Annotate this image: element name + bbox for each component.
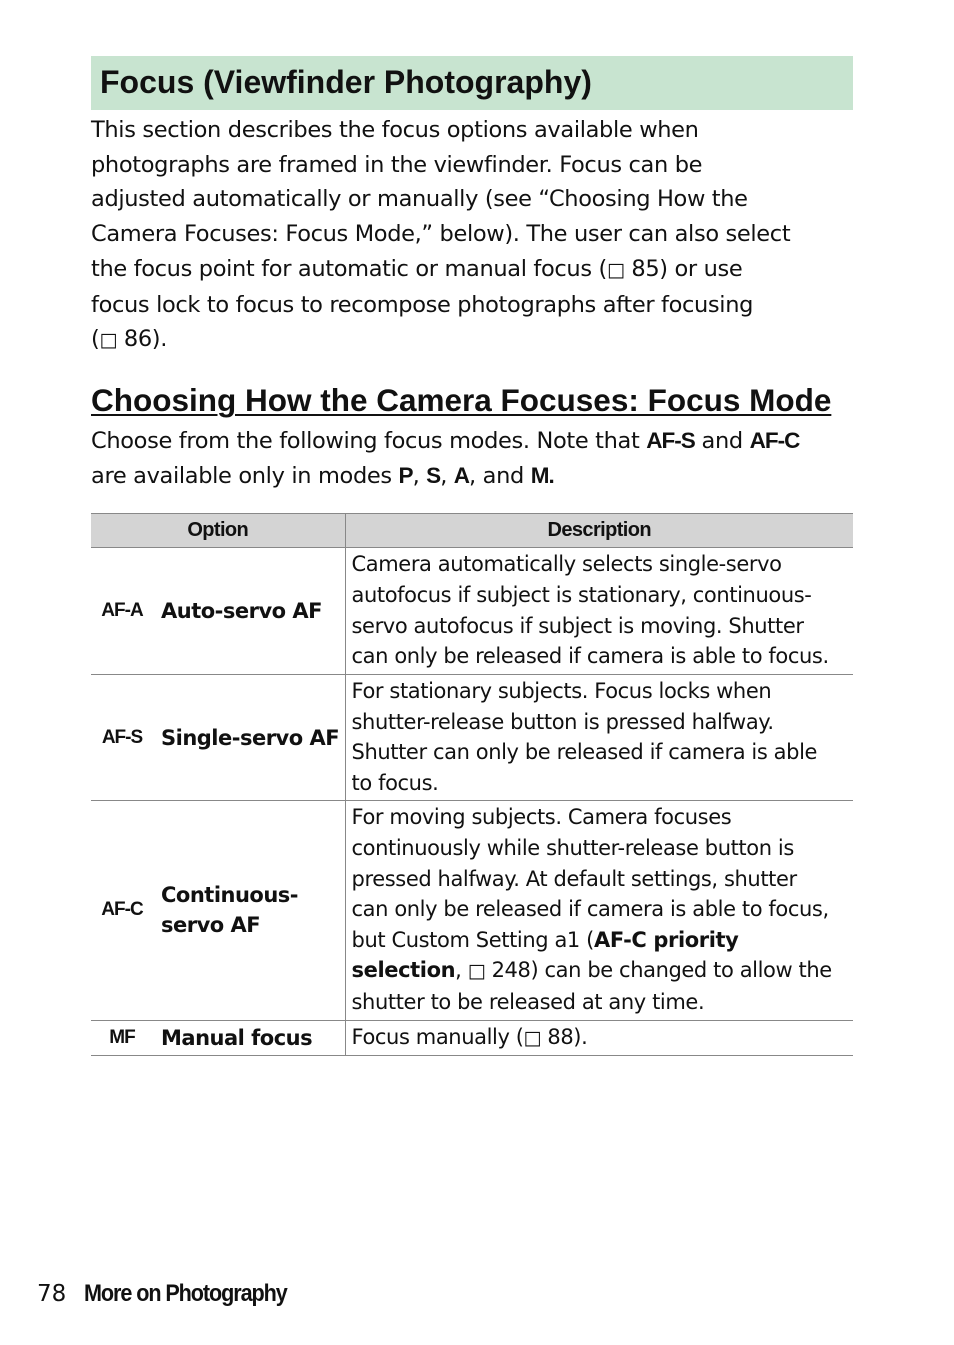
page-title: Focus (Viewfinder Photography) [100, 64, 592, 100]
lead-text: , [412, 462, 427, 489]
description-line: continuously while shutter-release button is [351, 835, 794, 860]
option-name-line: servo AF [161, 913, 261, 938]
description-line [352, 925, 854, 956]
description-line: can only be released if camera is able to focus. [351, 644, 829, 669]
option-name: Auto-servo AF [153, 548, 345, 675]
table-row [91, 675, 853, 801]
page-reference-85: 85) or use [624, 255, 743, 282]
description-line: autofocus if subject is stationary, continuous- [351, 582, 812, 607]
description-line: Camera automatically selects single-servo [351, 552, 782, 577]
intro-text: the focus point for automatic or manual focus ( [91, 255, 607, 282]
description-line [352, 955, 854, 987]
mode-af-c: AF-C [749, 428, 800, 453]
option-description [345, 675, 853, 801]
page-footer [37, 1275, 309, 1312]
table-row [91, 548, 853, 675]
book-reference-icon: □ [606, 258, 625, 281]
option-code: AF-A [91, 548, 153, 675]
description-text: 248) can be changed to allow the [485, 958, 832, 983]
option-name: Manual focus [153, 1020, 345, 1056]
custom-setting-name: AF-C priority [593, 927, 739, 952]
custom-setting-name: selection [351, 958, 456, 983]
description-line: servo autofocus if subject is moving. Shutter [351, 613, 804, 638]
title-banner [91, 56, 853, 110]
intro-line: adjusted automatically or manually (see “Choosing How the [91, 186, 748, 213]
book-reference-icon: □ [99, 329, 118, 352]
lead-text: , and [469, 462, 531, 489]
option-name [153, 801, 345, 1020]
intro-line [91, 322, 853, 358]
chapter-title: More on Photography [84, 1280, 287, 1307]
option-name: Single-servo AF [153, 675, 345, 801]
option-code: AF-S [91, 675, 153, 801]
table-header-row [91, 514, 853, 548]
description-line: to focus. [351, 770, 439, 795]
description-text: 88). [541, 1024, 588, 1049]
page-reference-86: 86). [117, 326, 168, 353]
description-text: , [455, 958, 468, 983]
book-reference-icon: □ [467, 960, 486, 983]
description-line: For moving subjects. Camera focuses [351, 805, 732, 830]
description-text: Focus manually ( [351, 1024, 524, 1049]
intro-line: Camera Focuses: Focus Mode,” below). The user can also select [91, 221, 791, 248]
table-row [91, 1020, 853, 1056]
option-code: AF-C [91, 801, 153, 1020]
intro-line: This section describes the focus options available when [91, 117, 699, 143]
intro-text: ( [91, 326, 100, 353]
description-line: For stationary subjects. Focus locks when [351, 679, 772, 703]
section-lead [91, 424, 853, 493]
page-number: 78 [37, 1281, 67, 1307]
book-reference-icon: □ [523, 1026, 542, 1049]
mode-s: S [426, 462, 441, 488]
mode-af-s: AF-S [646, 428, 695, 453]
lead-text: Choose from the following focus modes. Note that [91, 428, 647, 454]
option-description [345, 1020, 853, 1056]
intro-paragraph [91, 113, 853, 358]
intro-line: focus lock to focus to recompose photographs after focusing [91, 291, 754, 318]
description-line: shutter-release button is pressed halfway. [351, 709, 774, 734]
table-row [91, 801, 853, 1020]
intro-line: photographs are framed in the viewfinder. Focus can be [91, 151, 703, 178]
focus-mode-table [91, 513, 853, 1056]
lead-text: are available only in modes [91, 462, 399, 489]
header-option: Option [91, 514, 345, 548]
description-line: Shutter can only be released if camera is able [351, 740, 818, 765]
mode-m: M. [530, 462, 554, 488]
description-line: can only be released if camera is able to focus, [351, 897, 829, 922]
option-name-line: Continuous- [161, 883, 299, 908]
description-text: but Custom Setting a1 ( [351, 927, 594, 952]
header-description: Description [345, 514, 853, 548]
option-code: MF [91, 1020, 153, 1056]
description-line: shutter to be released at any time. [351, 989, 705, 1014]
mode-a: A [453, 462, 470, 488]
description-line: pressed halfway. At default settings, shutter [351, 866, 797, 891]
section-heading: Choosing How the Camera Focuses: Focus Mode [91, 382, 832, 418]
option-description [345, 801, 853, 1020]
option-description [345, 548, 853, 675]
lead-line [91, 459, 853, 494]
intro-line [91, 252, 853, 288]
lead-text: , [440, 462, 454, 489]
lead-text: and [694, 428, 750, 454]
lead-line [91, 424, 853, 459]
mode-p: P [398, 462, 413, 488]
